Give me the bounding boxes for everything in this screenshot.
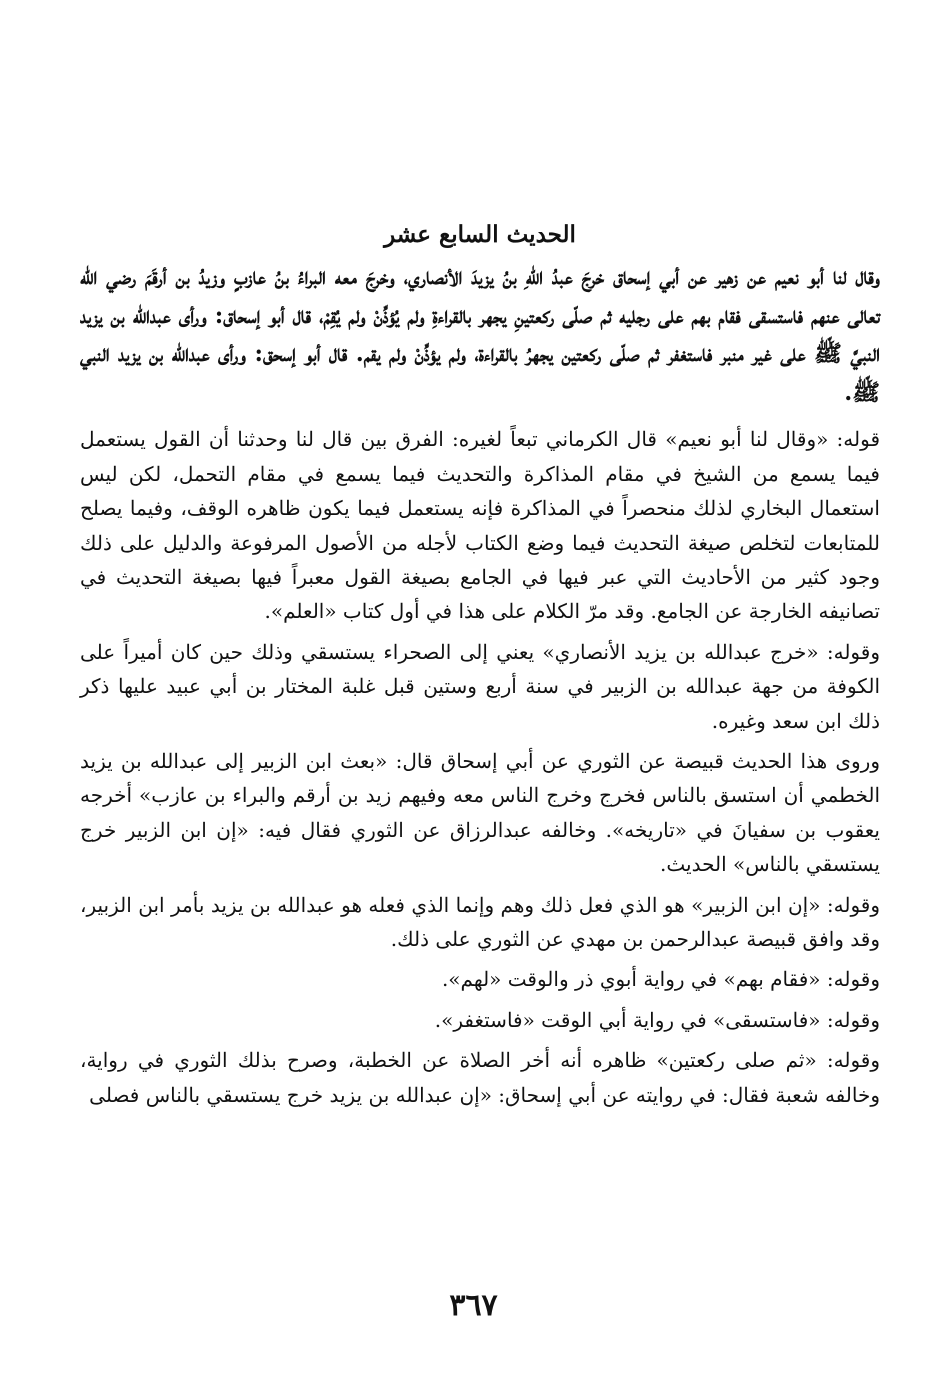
commentary-paragraph-1: قوله: «وقال لنا أبو نعيم» قال الكرماني تبعاً لغيره: الفرق بين قال لنا وحدثنا أن القول يستعمل فيما يسمع من الشيخ في مقام المذاكرة والتحديث فيما يسمع في مقام التحمل، لكن ليس استعمال البخاري لذلك منحصراً في المذاكرة فإنه يستعمل فيما يكون ظاهره الوقف، وفيما يصلح للمتابعات لتخلص صيغة التحديث فيما وضع الكتاب لأجله من الأصول المرفوعة والدليل على ذلك وجود كثير من الأحاديث التي عبر فيها في الجامع بصيغة القول معبراً فيها بصيغة التحديث في تصانيفه الخارجة عن الجامع. وقد مرّ الكلام على هذا في أول كتاب «العلم». [80,427,881,624]
page-number: ٣٦٧ [449,1288,498,1323]
commentary-paragraph-7: وقوله: «ثم صلى ركعتين» ظاهره أنه أخر الصلاة عن الخطبة، وصرح بذلك الثوري في رواية، وخالفه شعبة فقال: في روايته عن أبي إسحاق: «إن عبدالله بن يزيد خرج يستسقي بالناس فصلى [80,1048,881,1107]
hadith-title: الحديث السابع عشر [384,221,576,248]
commentary-paragraph-2: وقوله: «خرج عبدالله بن يزيد الأنصاري» يعني إلى الصحراء يستسقي وذلك حين كان أميراً على الكوفة من جهة عبدالله بن الزبير في سنة أربع وستين قبل غلبة المختار بن أبي عبيد عليها ذكر ذلك ابن سعد وغيره. [80,639,880,733]
page-body [80,218,880,1118]
commentary-paragraph-4: وقوله: «إن ابن الزبير» هو الذي فعل ذلك وهم وإنما الذي فعله هو عبدالله بن يزيد بأمر ابن الزبير، وقد وافق قبيصة عبدالرحمن بن مهدي عن الثوري على ذلك. [80,892,880,952]
commentary-paragraph-6: وقوله: «فاستسقى» في رواية أبي الوقت «فاستغفر». [434,1007,880,1032]
hadith-text: وقال لنا أبو نعيم عن زهير عن أبي إسحاق خرجَ عبدُ اللهِ بنُ يزيدَ الأنصاري، وخرجَ معه البراءُ بنُ عازبٍ وزيدُ بن أرقَمَ رضي الله تعالى عنهم فاستسقى فقام بهم على رجليه ثم صلّى ركعتينِ يجهر بالقراءةِ ولم يُؤذِّنْ ولم يُقِمْ، قال أبو إسحاق: ورأى عبدالله بن يزيد النبيَّ ﷺ على غير منبر فاستغفر ثم صلّى ركعتين يجهرُ بالقراءة، ولم يؤذِّنْ ولم يقم. قال أبو إسحق: ورأى عبدالله بن يزيد النبي ﷺ. [80,263,880,406]
commentary-paragraph-5: وقوله: «فقام بهم» في رواية أبوي ذر والوقت «لهم». [441,967,880,992]
commentary-paragraph-3: وروى هذا الحديث قبيصة عن الثوري عن أبي إسحاق قال: «بعث ابن الزبير إلى عبدالله بن يزيد الخطمي أن استسق بالناس فخرج وخرج الناس معه وفيهم زيد بن أرقم والبراء بن عازب» أخرجه يعقوب بن سفيانَ في «تاريخه». وخالفه عبدالرزاق عن الثوري فقال فيه: «إن ابن الزبير خرج يستسقي بالناس» الحديث. [80,749,880,877]
